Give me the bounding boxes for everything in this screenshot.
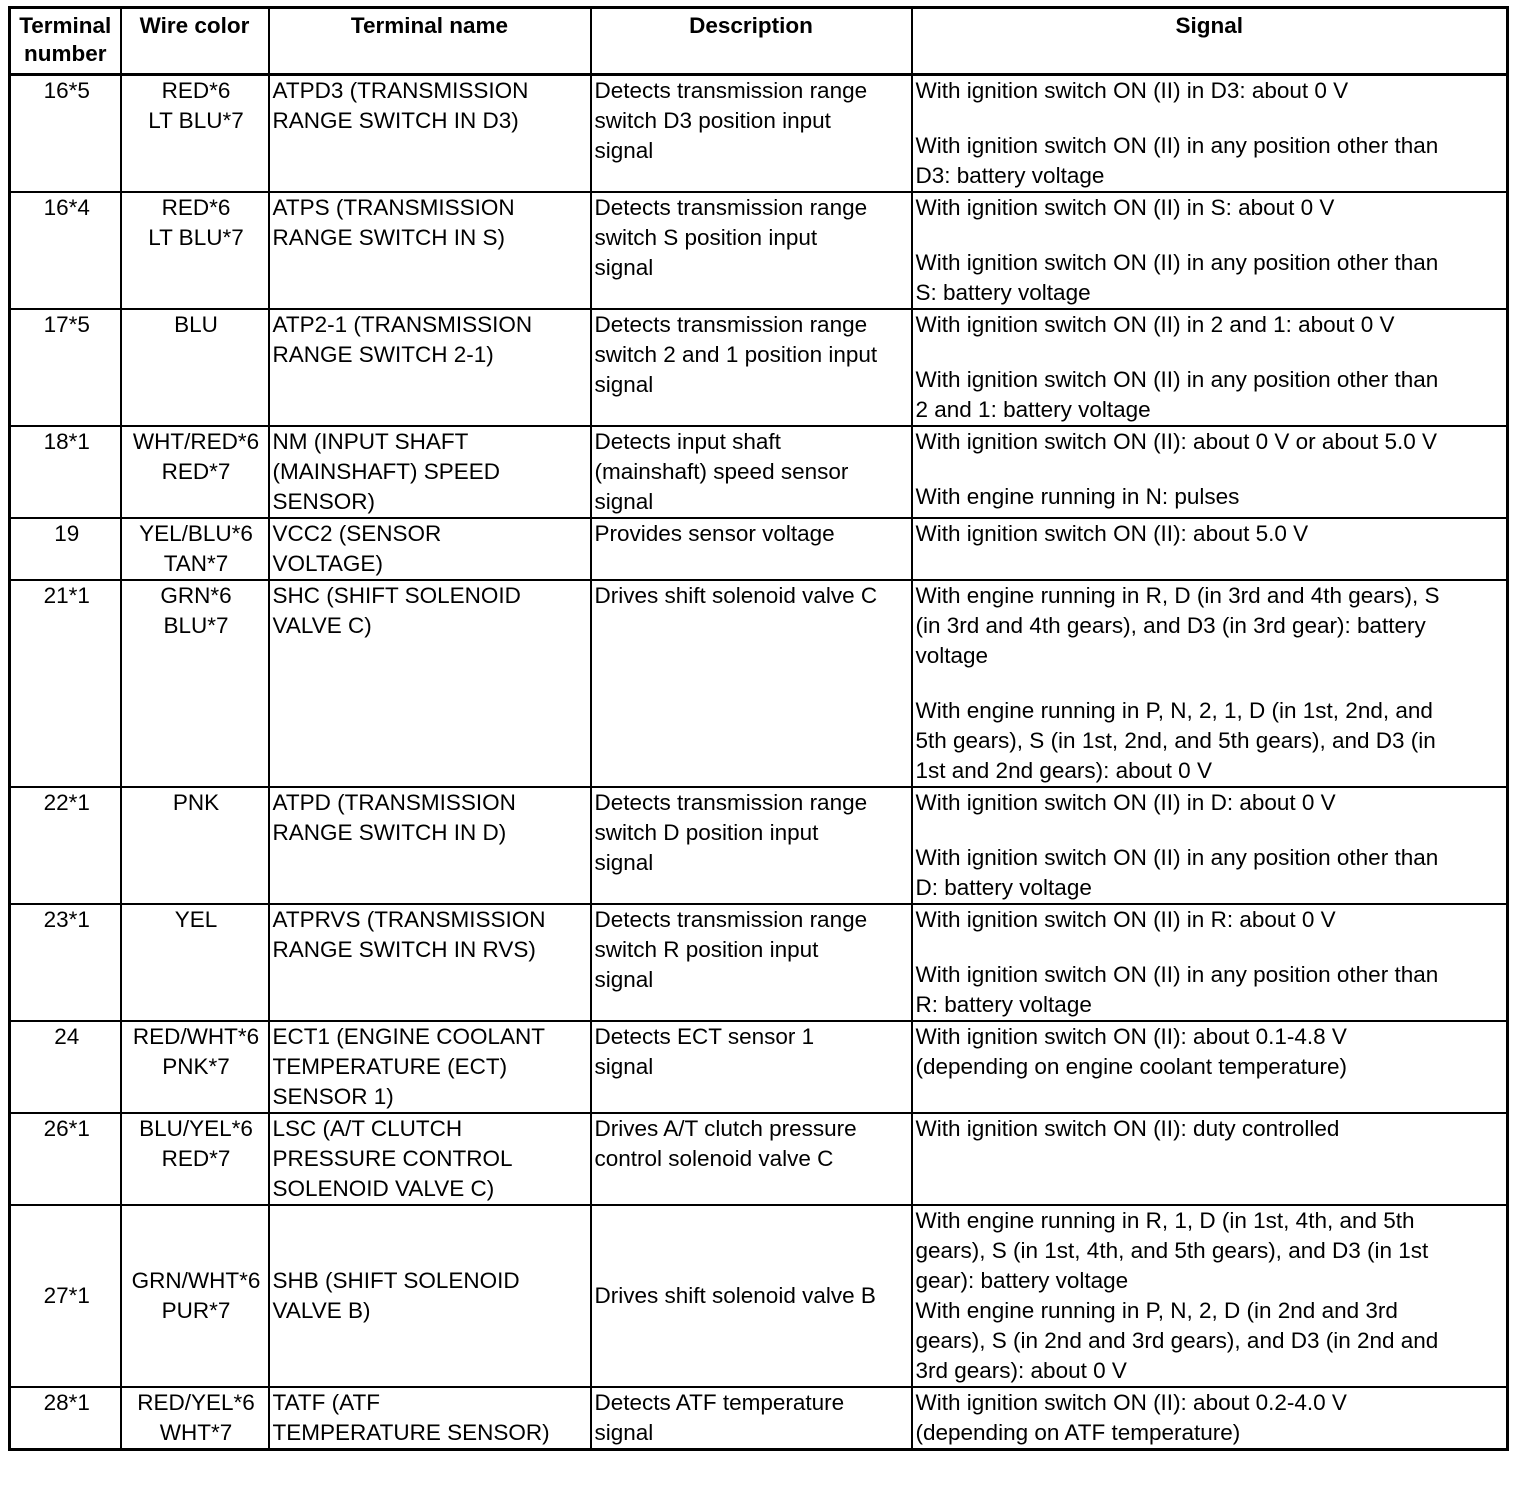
description-line: switch 2 and 1 position input: [594, 342, 878, 367]
terminal-name-line: VALVE C): [272, 613, 372, 638]
terminal-name-cell: [269, 1021, 591, 1113]
terminal-name-line: ATPRVS (TRANSMISSION: [272, 907, 546, 932]
wire-color: WHT/RED*6: [132, 429, 260, 454]
terminal-name-line: TEMPERATURE SENSOR): [272, 1420, 550, 1445]
terminal-name-cell: [269, 787, 591, 904]
table-row: [10, 1021, 1508, 1113]
description-cell: [591, 787, 912, 904]
description-line: switch S position input: [594, 225, 818, 250]
terminal-number-cell: [10, 518, 121, 580]
description-line: Provides sensor voltage: [594, 521, 835, 546]
terminal-number: 24: [54, 1024, 80, 1049]
terminal-number-cell: [10, 1021, 121, 1113]
terminal-number: 16*4: [43, 195, 90, 220]
signal-block: [916, 76, 1507, 106]
wire-color: PNK*7: [162, 1054, 230, 1079]
wire-color-cell: [121, 75, 269, 193]
header-row: [10, 8, 1508, 75]
signal-block: [916, 482, 1507, 512]
signal-line: With ignition switch ON (II): about 0 V or about 5.0 V: [915, 429, 1437, 454]
wire-color-cell: [121, 1113, 269, 1205]
signal-line: With engine running in P, N, 2, 1, D (in 1st, 2nd, and: [915, 698, 1433, 723]
wire-color: TAN*7: [163, 551, 229, 576]
terminal-number-cell: [10, 426, 121, 518]
wire-color: GRN*6: [160, 583, 232, 608]
wire-color: RED*6: [161, 195, 231, 220]
description-line: signal: [594, 1420, 654, 1445]
description-cell: [591, 904, 912, 1021]
terminal-number: 22*1: [43, 790, 90, 815]
signal-cell: [912, 75, 1508, 193]
terminal-number-cell: [10, 904, 121, 1021]
description-line: switch R position input: [594, 937, 819, 962]
signal-line: 1st and 2nd gears): about 0 V: [915, 758, 1212, 783]
wire-color: YEL/BLU*6: [139, 521, 253, 546]
terminal-name-line: SOLENOID VALVE C): [272, 1176, 495, 1201]
table-row: [10, 309, 1508, 426]
wire-color: RED*7: [161, 1146, 231, 1171]
terminal-number-cell: [10, 580, 121, 787]
description-line: Detects input shaft: [594, 429, 781, 454]
description-cell: [591, 75, 912, 193]
signal-block: [916, 131, 1507, 191]
wire-color: LT BLU*7: [148, 108, 244, 133]
description-cell: [591, 1021, 912, 1113]
signal-line: gears), S (in 2nd and 3rd gears), and D3 (in 2nd and: [915, 1328, 1439, 1353]
terminal-name-line: TATF (ATF: [272, 1390, 380, 1415]
terminal-name-line: ATPS (TRANSMISSION: [272, 195, 515, 220]
signal-line: 3rd gears): about 0 V: [915, 1358, 1127, 1383]
description-cell: [591, 518, 912, 580]
terminal-number: 17*5: [43, 312, 90, 337]
description-line: signal: [594, 967, 654, 992]
wire-color: PUR*7: [161, 1298, 231, 1323]
header-signal: Signal: [912, 8, 1508, 75]
terminal-name-cell: [269, 518, 591, 580]
signal-block: [916, 843, 1507, 903]
wire-color-cell: [121, 787, 269, 904]
signal-cell: [912, 904, 1508, 1021]
signal-block: [916, 193, 1507, 223]
signal-cell: [912, 1205, 1508, 1387]
signal-block: [916, 310, 1507, 340]
signal-cell: [912, 426, 1508, 518]
wire-color: GRN/WHT*6: [131, 1268, 261, 1293]
terminal-name-line: VCC2 (SENSOR: [272, 521, 442, 546]
signal-line: gears), S (in 1st, 4th, and 5th gears), and D3 (in 1st: [915, 1238, 1429, 1263]
signal-cell: [912, 192, 1508, 309]
table-row: [10, 580, 1508, 787]
terminal-number: 23*1: [43, 907, 90, 932]
wire-color-cell: [121, 580, 269, 787]
signal-line: With ignition switch ON (II) in R: about 0 V: [915, 907, 1336, 932]
description-line: switch D position input: [594, 820, 819, 845]
description-cell: [591, 1387, 912, 1450]
terminal-number: 28*1: [43, 1390, 90, 1415]
terminal-table: [8, 6, 1509, 1451]
terminal-name-line: VOLTAGE): [272, 551, 383, 576]
signal-block: [916, 519, 1507, 549]
terminal-number-cell: [10, 1113, 121, 1205]
table-row: [10, 1205, 1508, 1387]
terminal-number: 16*5: [43, 78, 90, 103]
terminal-name-cell: [269, 426, 591, 518]
terminal-name-line: PRESSURE CONTROL: [272, 1146, 513, 1171]
signal-line: With ignition switch ON (II): about 5.0 V: [915, 521, 1309, 546]
signal-line: With ignition switch ON (II) in any position other than: [915, 250, 1439, 275]
signal-cell: [912, 1113, 1508, 1205]
description-cell: [591, 1113, 912, 1205]
wire-color-cell: [121, 192, 269, 309]
terminal-table-page: [8, 6, 1506, 1451]
signal-block: [916, 960, 1507, 1020]
description-line: signal: [594, 372, 654, 397]
wire-color-cell: [121, 1021, 269, 1113]
table-row: [10, 75, 1508, 193]
signal-line: With ignition switch ON (II) in any position other than: [915, 845, 1439, 870]
table-row: [10, 787, 1508, 904]
signal-cell: [912, 1021, 1508, 1113]
terminal-name-line: ECT1 (ENGINE COOLANT: [272, 1024, 546, 1049]
signal-line: S: battery voltage: [915, 280, 1091, 305]
terminal-name-cell: [269, 904, 591, 1021]
terminal-name-cell: [269, 1387, 591, 1450]
terminal-name-line: ATPD (TRANSMISSION: [272, 790, 516, 815]
wire-color: RED*7: [161, 459, 231, 484]
description-line: Detects transmission range: [594, 907, 868, 932]
terminal-name-line: VALVE B): [272, 1298, 371, 1323]
wire-color: BLU*7: [163, 613, 229, 638]
description-line: Drives shift solenoid valve C: [594, 583, 878, 608]
signal-block: [916, 1022, 1507, 1082]
wire-color-cell: [121, 1387, 269, 1450]
wire-color-cell: [121, 904, 269, 1021]
terminal-name-line: RANGE SWITCH IN D3): [272, 108, 519, 133]
signal-block: [916, 427, 1507, 457]
terminal-number-cell: [10, 309, 121, 426]
signal-block: [916, 696, 1507, 786]
table-row: [10, 518, 1508, 580]
terminal-number: 27*1: [43, 1283, 90, 1308]
signal-block: [916, 905, 1507, 935]
header-terminal-number: Terminal number: [10, 8, 121, 75]
signal-block: [916, 1206, 1507, 1296]
terminal-name-line: SENSOR): [272, 489, 376, 514]
description-line: Drives A/T clutch pressure: [594, 1116, 857, 1141]
terminal-name-line: TEMPERATURE (ECT): [272, 1054, 508, 1079]
description-cell: [591, 309, 912, 426]
table-body: [10, 75, 1508, 1450]
table-row: [10, 192, 1508, 309]
description-line: Detects transmission range: [594, 195, 868, 220]
signal-line: With ignition switch ON (II): duty controlled: [915, 1116, 1340, 1141]
description-cell: [591, 1205, 912, 1387]
signal-cell: [912, 309, 1508, 426]
terminal-name-line: (MAINSHAFT) SPEED: [272, 459, 501, 484]
description-line: Drives shift solenoid valve B: [594, 1283, 876, 1308]
terminal-name-line: SENSOR 1): [272, 1084, 394, 1109]
signal-block: [916, 248, 1507, 308]
signal-line: With ignition switch ON (II) in any position other than: [915, 367, 1439, 392]
terminal-name-cell: [269, 192, 591, 309]
signal-cell: [912, 1387, 1508, 1450]
terminal-number: 18*1: [43, 429, 90, 454]
description-cell: [591, 426, 912, 518]
wire-color: BLU/YEL*6: [139, 1116, 253, 1141]
wire-color-cell: [121, 518, 269, 580]
header-wire-color: Wire color: [121, 8, 269, 75]
description-line: control solenoid valve C: [594, 1146, 834, 1171]
signal-line: With engine running in R, 1, D (in 1st, 4th, and 5th: [915, 1208, 1415, 1233]
description-line: (mainshaft) speed sensor: [594, 459, 849, 484]
signal-line: With ignition switch ON (II) in any position other than: [915, 133, 1439, 158]
signal-line: With engine running in R, D (in 3rd and 4th gears), S: [915, 583, 1440, 608]
description-line: signal: [594, 138, 654, 163]
table-row: [10, 1387, 1508, 1450]
terminal-name-line: SHB (SHIFT SOLENOID: [272, 1268, 520, 1293]
description-line: signal: [594, 255, 654, 280]
terminal-number: 19: [54, 521, 80, 546]
signal-cell: [912, 787, 1508, 904]
terminal-name-line: LSC (A/T CLUTCH: [272, 1116, 463, 1141]
wire-color: RED/YEL*6: [137, 1390, 255, 1415]
signal-block: [916, 788, 1507, 818]
signal-line: With ignition switch ON (II) in D3: about 0 V: [915, 78, 1349, 103]
header-terminal-name: Terminal name: [269, 8, 591, 75]
wire-color: RED/WHT*6: [132, 1024, 260, 1049]
terminal-name-line: ATPD3 (TRANSMISSION: [272, 78, 529, 103]
signal-line: D: battery voltage: [915, 875, 1092, 900]
signal-line: (depending on ATF temperature): [915, 1420, 1241, 1445]
description-line: Detects ECT sensor 1: [594, 1024, 815, 1049]
terminal-number-cell: [10, 1205, 121, 1387]
signal-line: gear): battery voltage: [915, 1268, 1129, 1293]
wire-color: PNK: [172, 790, 220, 815]
signal-cell: [912, 518, 1508, 580]
header-description: Description: [591, 8, 912, 75]
table-row: [10, 904, 1508, 1021]
signal-line: voltage: [915, 643, 989, 668]
signal-line: (in 3rd and 4th gears), and D3 (in 3rd gear): battery: [915, 613, 1426, 638]
terminal-name-cell: [269, 309, 591, 426]
wire-color: WHT*7: [159, 1420, 233, 1445]
signal-block: [916, 365, 1507, 425]
terminal-name-cell: [269, 1205, 591, 1387]
terminal-name-cell: [269, 580, 591, 787]
description-line: switch D3 position input: [594, 108, 831, 133]
table-row: [10, 426, 1508, 518]
wire-color: BLU: [174, 312, 218, 337]
terminal-name-line: SHC (SHIFT SOLENOID: [272, 583, 521, 608]
signal-line: With engine running in P, N, 2, D (in 2nd and 3rd: [915, 1298, 1398, 1323]
terminal-name-cell: [269, 1113, 591, 1205]
signal-line: With ignition switch ON (II) in S: about 0 V: [915, 195, 1335, 220]
terminal-number-cell: [10, 75, 121, 193]
description-line: signal: [594, 850, 654, 875]
wire-color: LT BLU*7: [148, 225, 244, 250]
terminal-name-line: ATP2-1 (TRANSMISSION: [272, 312, 533, 337]
signal-line: 2 and 1: battery voltage: [915, 397, 1151, 422]
description-line: Detects ATF temperature: [594, 1390, 845, 1415]
description-cell: [591, 192, 912, 309]
wire-color: YEL: [174, 907, 218, 932]
signal-line: With ignition switch ON (II) in D: about 0 V: [915, 790, 1336, 815]
terminal-number: 21*1: [43, 583, 90, 608]
terminal-name-line: RANGE SWITCH IN RVS): [272, 937, 536, 962]
signal-block: [916, 1388, 1507, 1448]
wire-color: RED*6: [161, 78, 231, 103]
wire-color-cell: [121, 426, 269, 518]
description-line: signal: [594, 489, 654, 514]
terminal-number-cell: [10, 192, 121, 309]
terminal-number-cell: [10, 1387, 121, 1450]
signal-cell: [912, 580, 1508, 787]
signal-line: With engine running in N: pulses: [915, 484, 1240, 509]
signal-line: R: battery voltage: [915, 992, 1092, 1017]
terminal-name-line: RANGE SWITCH 2-1): [272, 342, 494, 367]
table-row: [10, 1113, 1508, 1205]
terminal-name-line: RANGE SWITCH IN D): [272, 820, 507, 845]
signal-line: 5th gears), S (in 1st, 2nd, and 5th gears), and D3 (in: [915, 728, 1436, 753]
terminal-name-line: RANGE SWITCH IN S): [272, 225, 506, 250]
signal-line: With ignition switch ON (II) in any position other than: [915, 962, 1439, 987]
description-cell: [591, 580, 912, 787]
signal-line: With ignition switch ON (II): about 0.1-4.8 V: [915, 1024, 1347, 1049]
description-line: signal: [594, 1054, 654, 1079]
signal-line: D3: battery voltage: [915, 163, 1105, 188]
wire-color-cell: [121, 1205, 269, 1387]
terminal-number-cell: [10, 787, 121, 904]
terminal-name-line: NM (INPUT SHAFT: [272, 429, 469, 454]
signal-block: [916, 1296, 1507, 1386]
signal-line: With ignition switch ON (II) in 2 and 1: about 0 V: [915, 312, 1395, 337]
terminal-name-cell: [269, 75, 591, 193]
signal-line: (depending on engine coolant temperature): [915, 1054, 1348, 1079]
wire-color-cell: [121, 309, 269, 426]
signal-block: [916, 1114, 1507, 1144]
description-line: Detects transmission range: [594, 312, 868, 337]
description-line: Detects transmission range: [594, 78, 868, 103]
signal-block: [916, 581, 1507, 671]
terminal-number: 26*1: [43, 1116, 90, 1141]
description-line: Detects transmission range: [594, 790, 868, 815]
signal-line: With ignition switch ON (II): about 0.2-4.0 V: [915, 1390, 1347, 1415]
